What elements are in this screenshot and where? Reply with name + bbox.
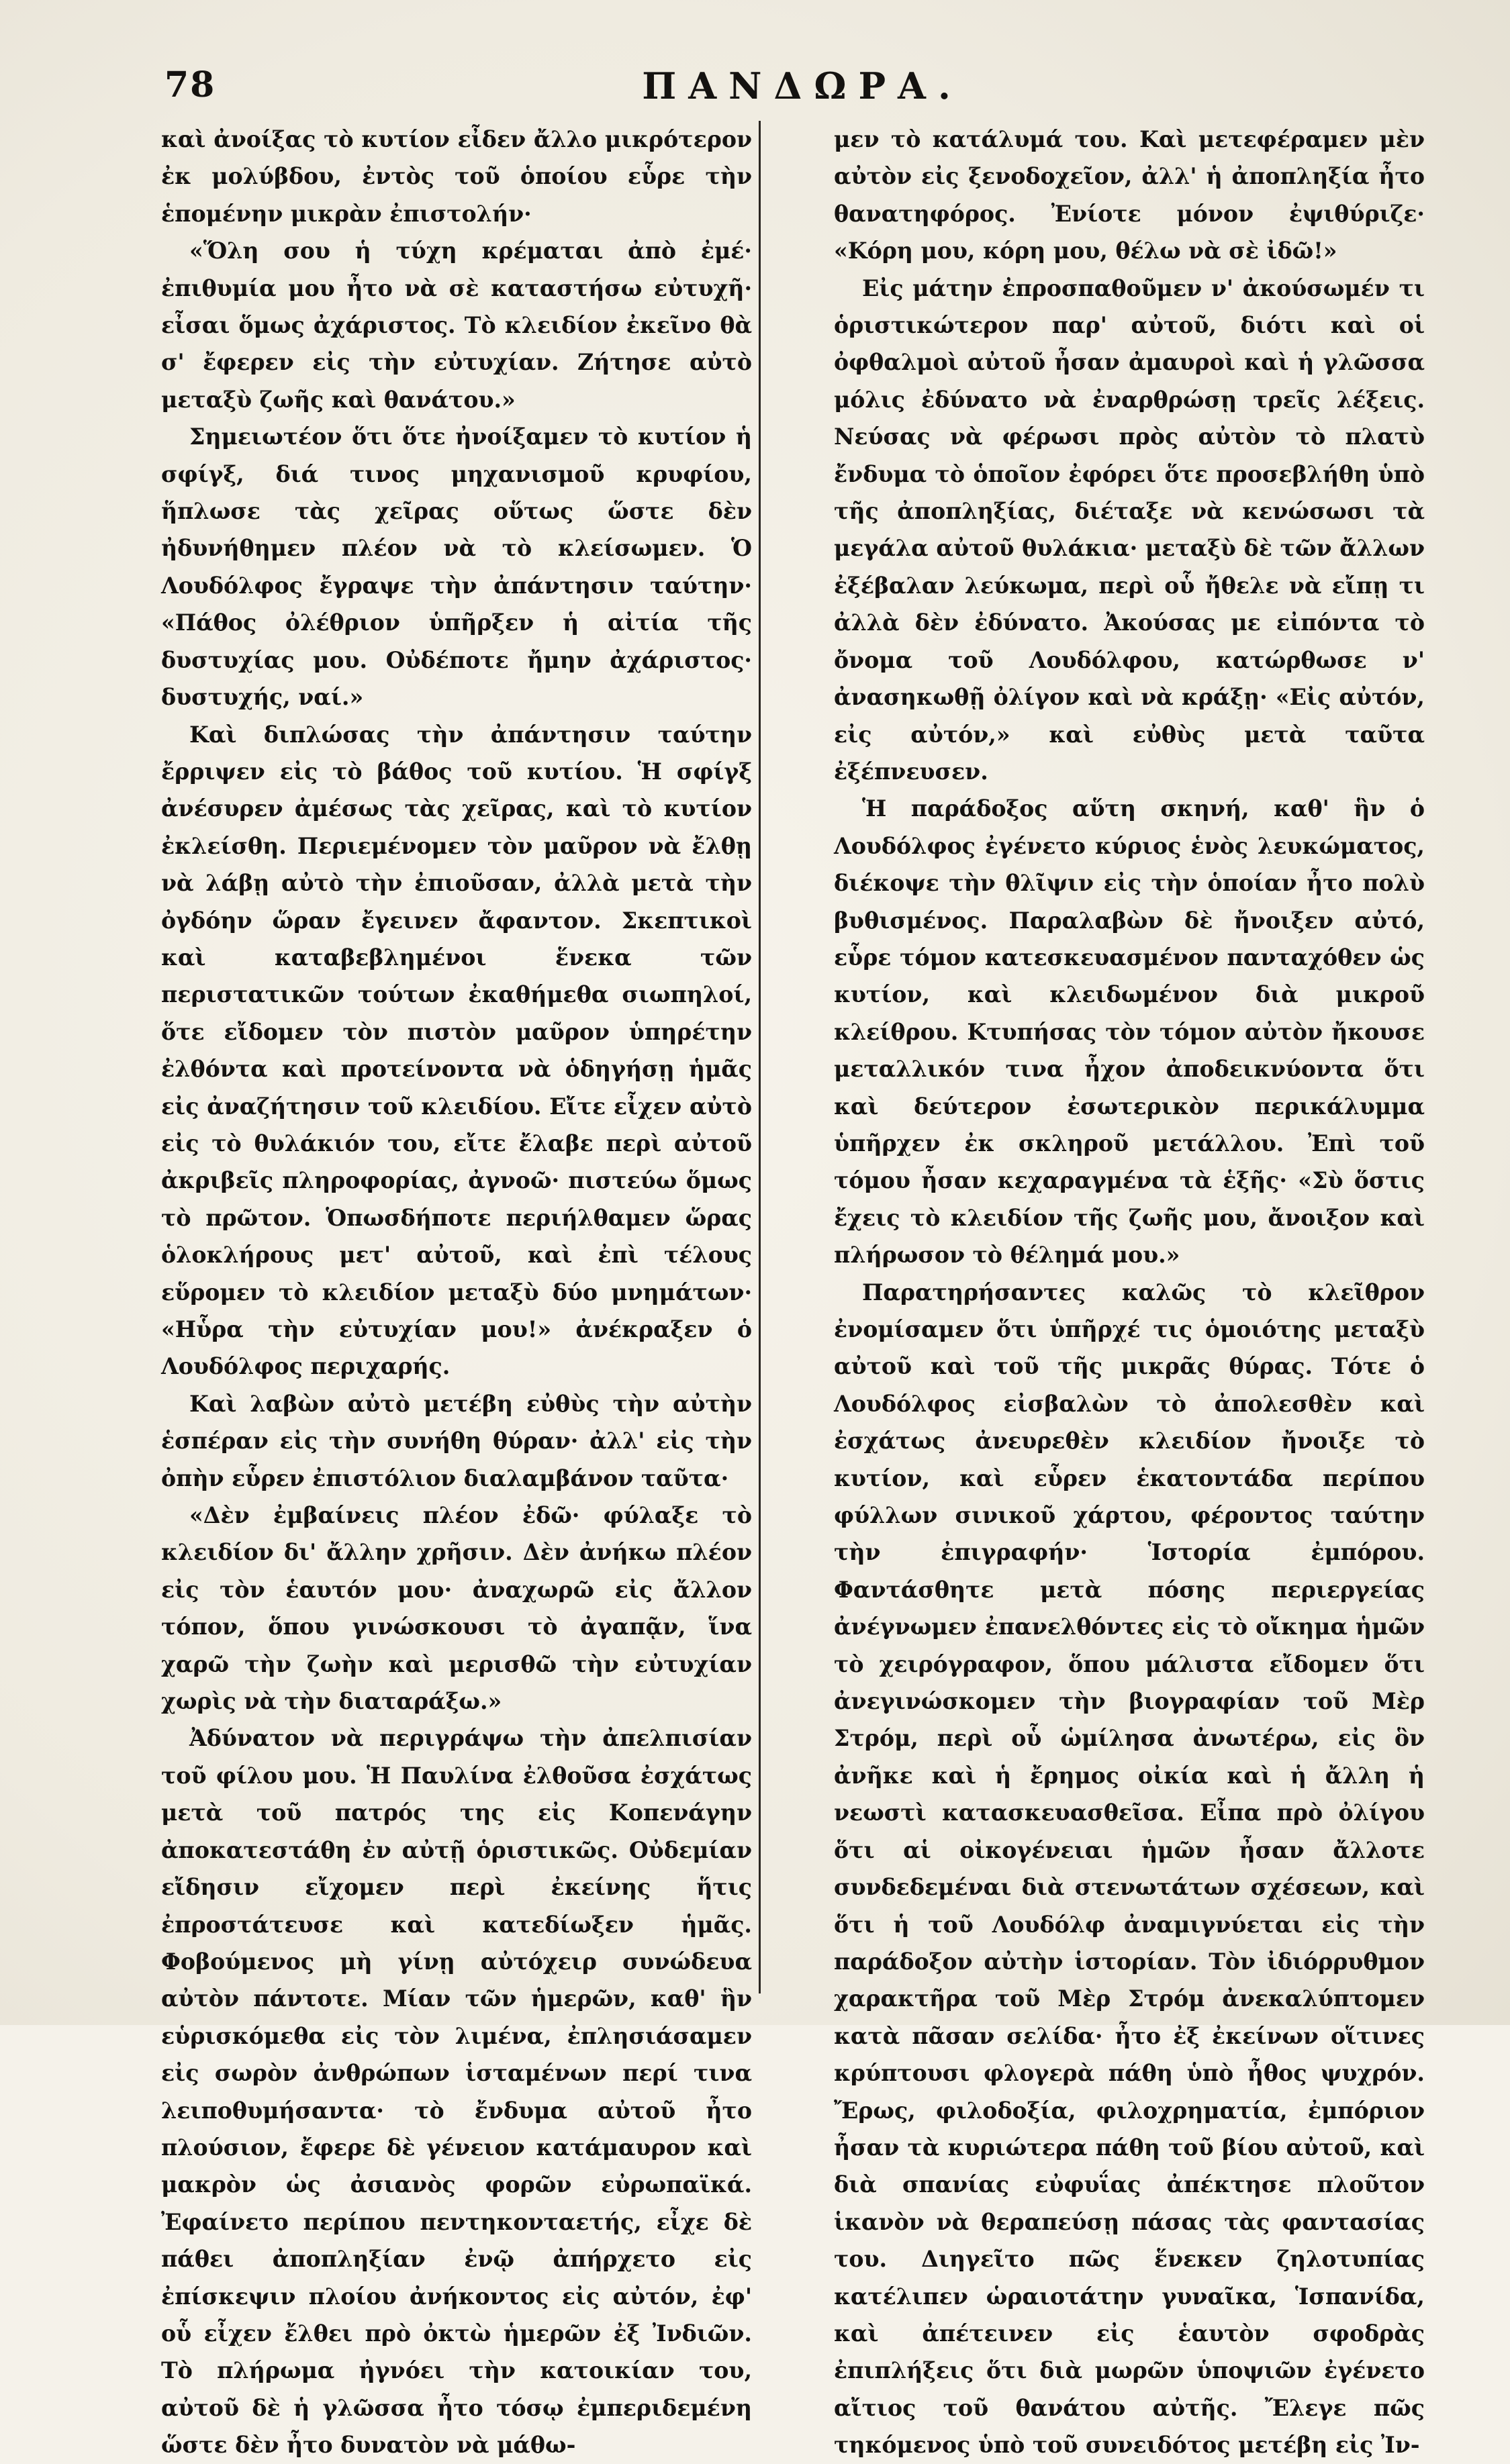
paragraph: Σημειωτέον ὅτι ὅτε ἠνοίξαμεν τὸ κυτίον ἡ σφίγξ, διά τινος μηχανισμοῦ κρυφίου, ἥπλωσε τὰς χεῖρας οὕτως ὥστε δὲν ἠδυνήθημεν πλέον νὰ τὸ κλείσωμεν. Ὁ Λουδόλφος ἔγραψε τὴν ἀπάντησιν ταύτην· «Πάθος ὀλέθριον ὑπῆρξεν ἡ αἰτία τῆς δυστυχίας μου. Οὐδέποτε ἤμην ἀχάριστος· δυστυχής, ναί.» [161,424,752,711]
page-number: 78 [164,64,216,105]
paragraph: «Δὲν ἐμβαίνεις πλέον ἐδῶ· φύλαξε τὸ κλειδίον δι' ἄλλην χρῆσιν. Δὲν ἀνήκω πλέον εἰς τὸν ἑαυτόν μου· ἀναχωρῶ εἰς ἄλλον τόπον, ὅπου γινώσκουσι τὸ ἀγαπᾷν, ἵνα χαρῶ τὴν ζωὴν καὶ μερισθῶ τὴν εὐτυχίαν χωρὶς νὰ τὴν διαταράξω.» [161,1502,752,1715]
column-divider [759,121,761,1993]
paragraph: Ἀδύνατον νὰ περιγράψω τὴν ἀπελπισίαν τοῦ φίλου μου. Ἡ Παυλίνα ἐλθοῦσα ἐσχάτως μετὰ τοῦ πατρός της εἰς Κοπενάγην ἀποκατεστάθη ἐν αὐτῇ ὁριστικῶς. Οὐδεμίαν εἴδησιν εἴχομεν περὶ ἐκείνης ἥτις ἐπροστάτευσε καὶ κατεδίωξεν ἡμᾶς. Φοβούμενος μὴ γίνῃ αὐτόχειρ συνώδευα αὐτὸν πάντοτε. Μίαν τῶν ἡμερῶν, καθ' ἣν εὑρισκόμεθα εἰς τὸν λιμένα, ἐπλησιάσαμεν εἰς σωρὸν ἀνθρώπων ἱσταμένων περί τινα λειποθυμήσαντα· τὸ ἔνδυμα αὐτοῦ ἦτο πλούσιον, ἔφερε δὲ γένειον κατάμαυρον καὶ μακρὸν ὡς ἀσιανὸς φορῶν εὐρωπαϊκά. Ἐφαίνετο περίπου πεντηκονταετής, εἶχε δὲ πάθει ἀποπληξίαν ἐνῷ ἀπήρχετο εἰς ἐπίσκεψιν πλοίου ἀνήκοντος εἰς αὐτόν, ἐφ' οὗ εἶχεν ἔλθει πρὸ ὀκτὼ ἡμερῶν ἐξ Ἰνδιῶν. Τὸ πλήρωμα ἠγνόει τὴν κατοικίαν του, αὐτοῦ δὲ ἡ γλῶσσα ἦτο τόσῳ ἐμπεριδεμένη ὥστε δὲν ἦτο δυνατὸν νὰ μάθω- [161,1725,752,2459]
paragraph: «Ὅλη σου ἡ τύχη κρέμαται ἀπὸ ἐμέ· ἐπιθυμία μου ἦτο νὰ σὲ καταστήσω εὐτυχῆ· εἶσαι ὅμως ἀχάριστος. Τὸ κλειδίον ἐκεῖνο θὰ σ' ἔφερεν εἰς τὴν εὐτυχίαν. Ζήτησε αὐτὸ μεταξὺ ζωῆς καὶ θανάτου.» [161,238,752,413]
right-column [834,121,1425,2459]
paragraph: Καὶ λαβὼν αὐτὸ μετέβη εὐθὺς τὴν αὐτὴν ἑσπέραν εἰς τὴν συνήθη θύραν· ἀλλ' εἰς τὴν ὀπὴν εὗρεν ἐπιστόλιον διαλαμβάνον ταῦτα· [161,1390,752,1491]
page-header [164,64,1427,111]
journal-title: ΠΑΝΔΩΡΑ. [642,64,963,107]
paragraph: μεν τὸ κατάλυμά του. Καὶ μετεφέραμεν μὲν αὐτὸν εἰς ξενοδοχεῖον, ἀλλ' ἡ ἀποπληξία ἦτο θανατηφόρος. Ἐνίοτε μόνον ἐψιθύριζε· «Κόρη μου, κόρη μου, θέλω νὰ σὲ ἰδῶ!» [834,126,1425,264]
paragraph: Εἰς μάτην ἐπροσπαθοῦμεν ν' ἀκούσωμέν τι ὁριστικώτερον παρ' αὐτοῦ, διότι καὶ οἱ ὀφθαλμοὶ αὐτοῦ ἦσαν ἀμαυροὶ καὶ ἡ γλῶσσα μόλις ἐδύνατο νὰ ἐναρθρώσῃ τρεῖς λέξεις. Νεύσας νὰ φέρωσι πρὸς αὐτὸν τὸ πλατὺ ἔνδυμα τὸ ὁποῖον ἐφόρει ὅτε προσεβλήθη ὑπὸ τῆς ἀποπληξίας, διέταξε νὰ κενώσωσι τὰ μεγάλα αὐτοῦ θυλάκια· μεταξὺ δὲ τῶν ἄλλων ἐξέβαλαν λεύκωμα, περὶ οὗ ἤθελε νὰ εἴπῃ τι ἀλλὰ δὲν ἐδύνατο. Ἀκούσας με εἰπόντα τὸ ὄνομα τοῦ Λουδόλφου, κατώρθωσε ν' ἀνασηκωθῇ ὀλίγον καὶ νὰ κράξῃ· «Εἰς αὐτόν, εἰς αὐτόν,» καὶ εὐθὺς μετὰ ταῦτα ἐξέπνευσεν. [834,275,1425,785]
paragraph: Καὶ διπλώσας τὴν ἀπάντησιν ταύτην ἔρριψεν εἰς τὸ βάθος τοῦ κυτίου. Ἡ σφίγξ ἀνέσυρεν ἀμέσως τὰς χεῖρας, καὶ τὸ κυτίον ἐκλείσθη. Περιεμένομεν τὸν μαῦρον νὰ ἔλθῃ νὰ λάβῃ αὐτὸ τὴν ἐπιοῦσαν, ἀλλὰ μετὰ τὴν ὀγδόην ὥραν ἔγεινεν ἄφαντον. Σκεπτικοὶ καὶ καταβεβλημένοι ἕνεκα τῶν περιστατικῶν τούτων ἐκαθήμεθα σιωπηλοί, ὅτε εἴδομεν τὸν πιστὸν μαῦρον ὑπηρέτην ἐλθόντα καὶ προτείνοντα νὰ ὁδηγήσῃ ἡμᾶς εἰς ἀναζήτησιν τοῦ κλειδίου. Εἴτε εἶχεν αὐτὸ εἰς τὸ θυλάκιόν του, εἴτε ἔλαβε περὶ αὐτοῦ ἀκριβεῖς πληροφορίας, ἀγνοῶ· πιστεύω ὅμως τὸ πρῶτον. Ὁπωσδήποτε περιήλθαμεν ὥρας ὁλοκλήρους μετ' αὐτοῦ, καὶ ἐπὶ τέλους εὕρομεν τὸ κλειδίον μεταξὺ δύο μνημάτων· «Ηὗρα τὴν εὐτυχίαν μου!» ἀνέκραξεν ὁ Λουδόλφος περιχαρής. [161,721,752,1380]
left-column [161,121,752,2459]
paragraph: Παρατηρήσαντες καλῶς τὸ κλεῖθρον ἐνομίσαμεν ὅτι ὑπῆρχέ τις ὁμοιότης μεταξὺ αὐτοῦ καὶ τοῦ τῆς μικρᾶς θύρας. Τότε ὁ Λουδόλφος εἰσβαλὼν τὸ ἀπολεσθὲν καὶ ἐσχάτως ἀνευρεθὲν κλειδίον ἤνοιξε τὸ κυτίον, καὶ εὗρεν ἑκατοντάδα περίπου φύλλων σινικοῦ χάρτου, φέροντος ταύτην τὴν ἐπιγραφήν· Ἱστορία ἐμπόρου. Φαντάσθητε μετὰ πόσης περιεργείας ἀνέγνωμεν ἐπανελθόντες εἰς τὸ οἴκημα ἡμῶν τὸ χειρόγραφον, ὅπου μάλιστα εἴδομεν ὅτι ἀνεγινώσκομεν τὴν βιογραφίαν τοῦ Μὲρ Στρόμ, περὶ οὗ ὡμίλησα ἀνωτέρω, εἰς ὃν ἀνῆκε καὶ ἡ ἔρημος οἰκία καὶ ἡ ἄλλη ἡ νεωστὶ κατασκευασθεῖσα. Εἶπα πρὸ ὀλίγου ὅτι αἱ οἰκογένειαι ἡμῶν ἦσαν ἄλλοτε συνδεδεμέναι διὰ στενωτάτων σχέσεων, καὶ ὅτι ἡ τοῦ Λουδόλφ ἀναμιγνύεται εἰς τὴν παράδοξον αὐτὴν ἱστορίαν. Τὸν ἰδιόρρυθμον χαρακτῆρα τοῦ Μὲρ Στρόμ ἀνεκαλύπτομεν κατὰ πᾶσαν σελίδα· ἦτο ἐξ ἐκείνων οἵτινες κρύπτουσι φλογερὰ πάθη ὑπὸ ἦθος ψυχρόν. Ἔρως, φιλοδοξία, φιλοχρηματία, ἐμπόριον ἦσαν τὰ κυριώτερα πάθη τοῦ βίου αὐτοῦ, καὶ διὰ σπανίας εὐφυΐας ἀπέκτησε πλοῦτον ἱκανὸν νὰ θεραπεύσῃ πάσας τὰς φαντασίας του. Διηγεῖτο πῶς ἕνεκεν ζηλοτυπίας κατέλιπεν ὡραιοτάτην γυναῖκα, Ἱσπανίδα, καὶ ἀπέτεινεν εἰς ἑαυτὸν σφοδρὰς ἐπιπλήξεις ὅτι διὰ μωρῶν ὑποψιῶν ἐγένετο αἴτιος τοῦ θανάτου αὐτῆς. Ἔλεγε πῶς τηκόμενος ὑπὸ τοῦ συνειδότος μετέβη εἰς Ἰν- [834,1279,1425,2459]
paragraph: καὶ ἀνοίξας τὸ κυτίον εἶδεν ἄλλο μικρότερον ἐκ μολύβδου, ἐντὸς τοῦ ὁποίου εὗρε τὴν ἑπομένην μικρὰν ἐπιστολήν· [161,126,752,227]
text-columns [161,121,1425,2459]
paragraph: Ἡ παράδοξος αὕτη σκηνή, καθ' ἣν ὁ Λουδόλφος ἐγένετο κύριος ἑνὸς λευκώματος, διέκοψε τὴν θλῖψιν εἰς τὴν ὁποίαν ἦτο πολὺ βυθισμένος. Παραλαβὼν δὲ ἤνοιξεν αὐτό, εὗρε τόμον κατεσκευασμένον πανταχόθεν ὡς κυτίον, καὶ κλειδωμένον διὰ μικροῦ κλείθρου. Κτυπήσας τὸν τόμον αὐτὸν ἤκουσε μεταλλικόν τινα ἦχον ἀποδεικνύοντα ὅτι καὶ δεύτερον ἐσωτερικὸν περικάλυμμα ὑπῆρχεν ἐκ σκληροῦ μετάλλου. Ἐπὶ τοῦ τόμου ἦσαν κεχαραγμένα τὰ ἑξῆς· «Σὺ ὅστις ἔχεις τὸ κλειδίον τῆς ζωῆς μου, ἄνοιξον καὶ πλήρωσον τὸ θέλημά μου.» [834,795,1425,1269]
